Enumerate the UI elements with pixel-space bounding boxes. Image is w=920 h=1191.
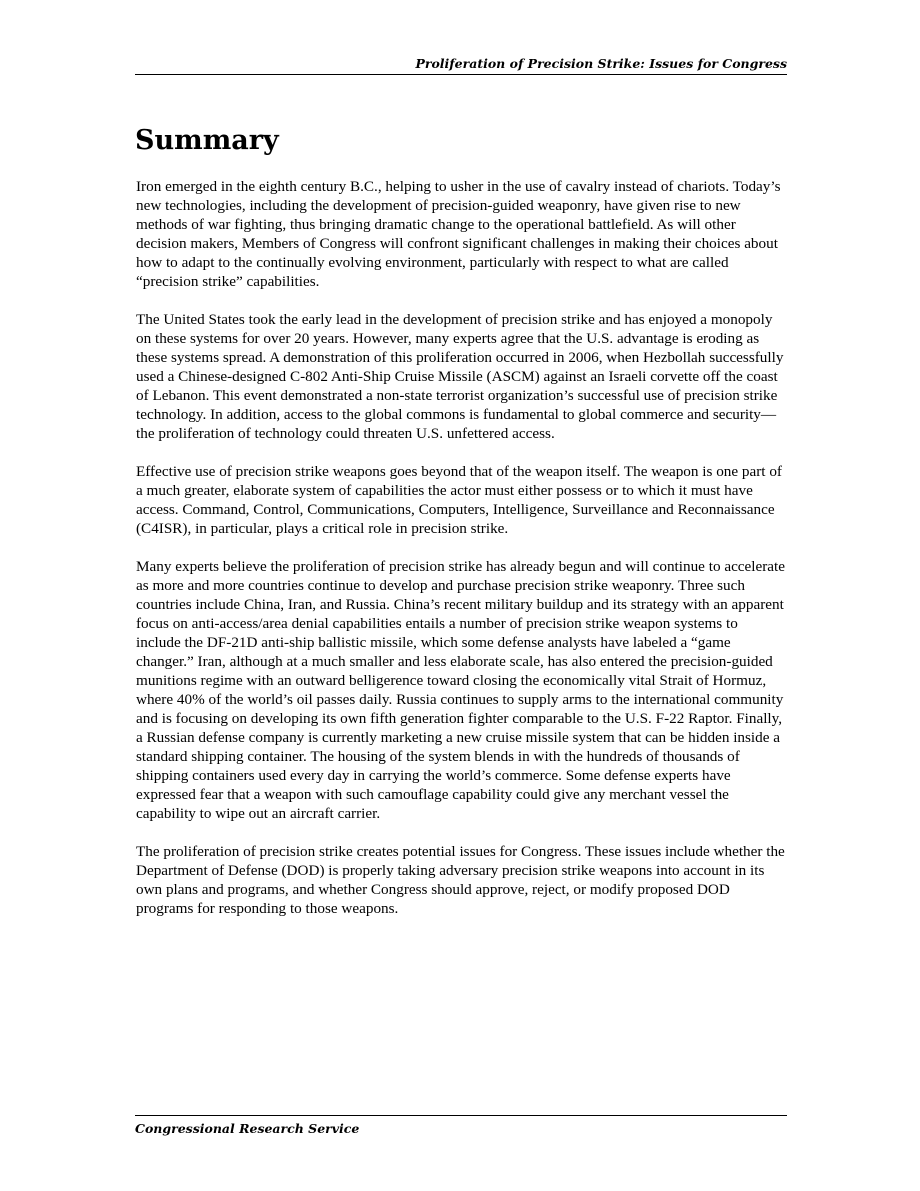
summary-body [136,177,786,937]
section-title: Summary [135,125,279,156]
summary-paragraph-1: Iron emerged in the eighth century B.C., helping to usher in the use of cavalry instead of chariots. Today’s new technologies, including the development of precision-guided weaponry, have given rise to new methods of war fighting, thus bringing dramatic change to the operational battlefield. As will other decision makers, Members of Congress will confront significant challenges in making their choices about how to adapt to the continually evolving environment, particularly with respect to what are called “precision strike” capabilities. [136,178,781,290]
summary-paragraph-3: Effective use of precision strike weapons goes beyond that of the weapon itself. The weapon is one part of a much greater, elaborate system of capabilities the actor must either possess or to which it must have access. Command, Control, Communications, Computers, Intelligence, Surveillance and Reconnaissance (C4ISR), in particular, plays a critical role in precision strike. [136,463,782,537]
footer-organization: Congressional Research Service [135,1121,360,1136]
running-header [135,55,787,75]
summary-paragraph-5: The proliferation of precision strike creates potential issues for Congress. These issues include whether the Department of Defense (DOD) is properly taking adversary precision strike weapons into account in its own plans and programs, and whether Congress should approve, reject, or modify proposed DOD programs for responding to those weapons. [136,843,785,917]
summary-paragraph-2: The United States took the early lead in the development of precision strike and has enjoyed a monopoly on these systems for over 20 years. However, many experts agree that the U.S. advantage is eroding as these systems spread. A demonstration of this proliferation occurred in 2006, when Hezbollah successfully used a Chinese-designed C-802 Anti-Ship Cruise Missile (ASCM) against an Israeli corvette off the coast of Lebanon. This event demonstrated a non-state terrorist organization’s successful use of precision strike technology. In addition, access to the global commons is fundamental to global commerce and security—the proliferation of technology could threaten U.S. unfettered access. [136,311,784,442]
running-footer [135,1115,787,1138]
summary-paragraph-4: Many experts believe the proliferation of precision strike has already begun and will continue to accelerate as more and more countries continue to develop and purchase precision strike weaponry. Three such countries include China, Iran, and Russia. China’s recent military buildup and its strategy with an apparent focus on anti-access/area denial capabilities entails a number of precision strike weapon systems to include the DF-21D anti-ship ballistic missile, which some defense analysts have labeled a “game changer.” Iran, although at a much smaller and less elaborate scale, has also entered the precision-guided munitions regime with an outward belligerence toward closing the economically vital Strait of Hormuz, where 40% of the world’s oil passes daily. Russia continues to supply arms to the international community and is focusing on developing its own fifth generation fighter comparable to the U.S. F-22 Raptor. Finally, a Russian defense company is currently marketing a new cruise missile system that can be hidden inside a standard shipping container. The housing of the system blends in with the hundreds of thousands of shipping containers used every day in carrying the world’s commerce. Some defense experts have expressed fear that a weapon with such camouflage capability could give any merchant vessel the capability to wipe out an aircraft carrier. [136,558,786,822]
running-header-title: Proliferation of Precision Strike: Issues for Congress [415,56,787,71]
